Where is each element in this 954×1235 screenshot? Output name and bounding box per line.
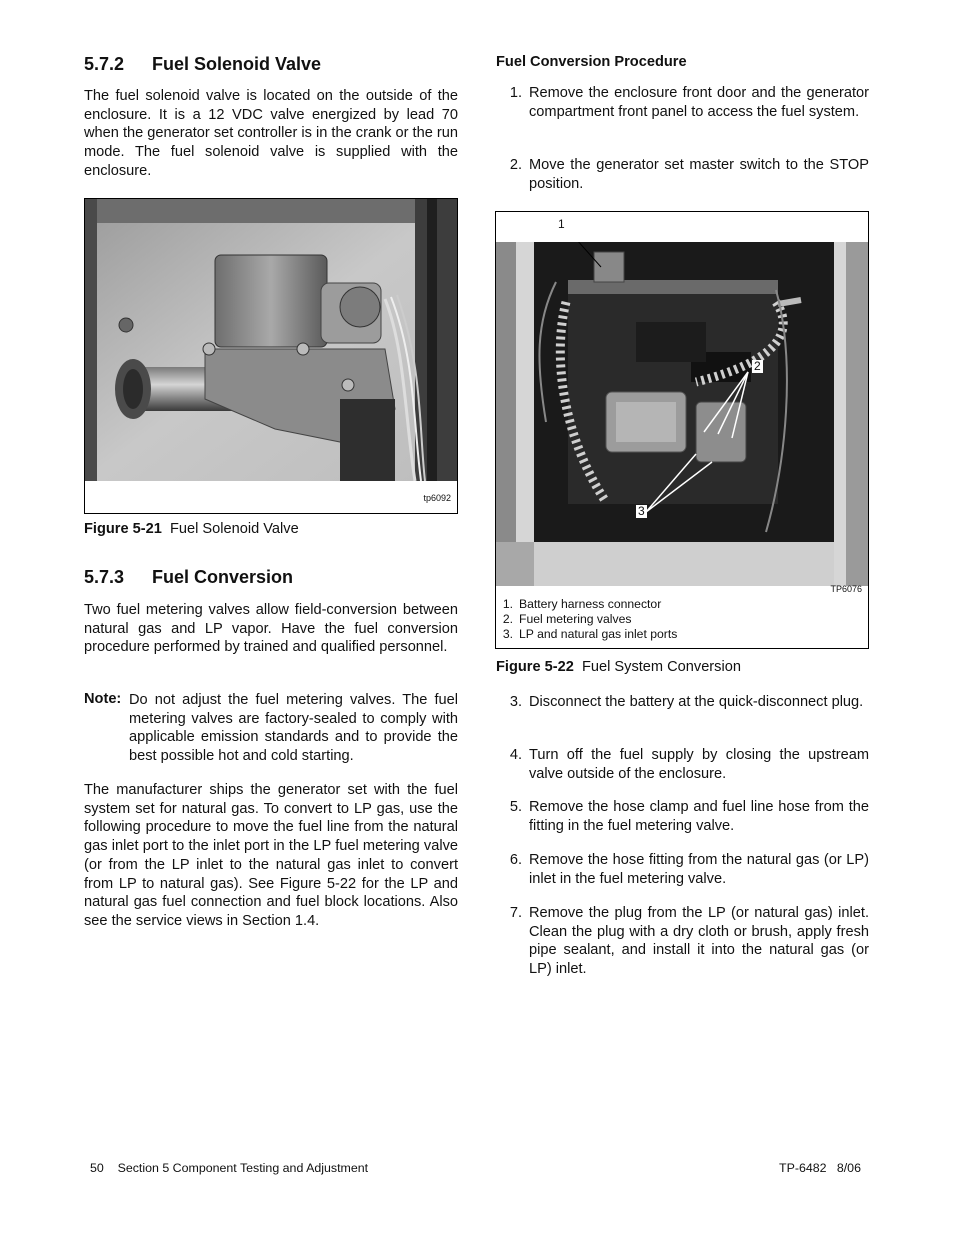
step-text: Remove the hose clamp and fuel line hose from the fitting in the fuel metering valve.: [529, 799, 869, 834]
fuel-solenoid-valve-photo: [85, 199, 457, 481]
callout-2: 2: [754, 359, 761, 373]
procedure-title: Fuel Conversion Procedure: [496, 54, 687, 70]
figure-title: Fuel Solenoid Valve: [169, 521, 299, 537]
figure-5-21-caption: [84, 521, 299, 537]
legend-text: LP and natural gas inlet ports: [519, 627, 678, 641]
step-text: Remove the enclosure front door and the generator compartment front panel to access the fuel system.: [529, 85, 869, 120]
legend-item-2: [497, 612, 631, 626]
step-number: 2.: [509, 157, 522, 173]
step-number: 5.: [509, 799, 522, 815]
section-heading-fuel-solenoid-valve: [84, 54, 321, 75]
fuel-conversion-paragraph: Two fuel metering valves allow field-conversion between natural gas and LP vapor. Have the fuel conversion procedure performed by trained and qualified personnel.: [84, 602, 458, 656]
step-number: 6.: [509, 852, 522, 868]
legend-number: 1.: [502, 597, 513, 611]
photo-tag-tp6076: TP6076: [830, 584, 862, 594]
note-label: Note:: [84, 691, 122, 707]
step-6: [496, 851, 870, 889]
figure-5-22-caption: [496, 659, 741, 675]
step-5: [496, 798, 870, 836]
step-2: [496, 156, 870, 194]
footer-doc-id: TP-6482 8/06: [779, 1161, 861, 1175]
photo-tag-tp6092: tp6092: [423, 493, 451, 503]
legend-number: 2.: [502, 612, 513, 626]
step-7: [496, 904, 870, 980]
figure-5-22-frame: [495, 211, 869, 649]
legend-number: 3.: [502, 627, 513, 641]
legend-text: Battery harness connector: [519, 597, 662, 611]
note-text: Do not adjust the fuel metering valves. The fuel metering valves are factory-sealed to comply with applicable emission standards and to provide the best possible hot and cold starting.: [129, 692, 458, 765]
section-title: Fuel Conversion: [152, 567, 294, 587]
section-heading-fuel-conversion: [84, 567, 293, 588]
step-text: Disconnect the battery at the quick-disconnect plug.: [529, 694, 864, 710]
step-3: [496, 693, 870, 731]
step-number: 7.: [509, 905, 522, 921]
step-number: 1.: [509, 85, 522, 101]
section-title: Fuel Solenoid Valve: [152, 54, 322, 74]
section-number: 5.7.3: [84, 567, 125, 587]
step-text: Remove the plug from the LP (or natural gas) inlet. Clean the plug with a dry cloth or brush, apply fresh pipe sealant, and install it into the natural gas (or LP) inlet.: [529, 905, 869, 978]
page-number: 50: [90, 1161, 104, 1175]
step-number: 3.: [509, 694, 522, 710]
figure-label: Figure 5-22: [496, 659, 574, 675]
legend-item-3: [497, 627, 677, 641]
step-4: [496, 746, 870, 784]
figure-label: Figure 5-21: [84, 521, 162, 537]
footer-left: [90, 1161, 368, 1175]
step-text: Remove the hose fitting from the natural gas (or LP) inlet in the fuel metering valve.: [529, 852, 869, 887]
step-1: [496, 84, 870, 140]
step-text: Move the generator set master switch to the STOP position.: [529, 157, 869, 192]
fuel-solenoid-paragraph: The fuel solenoid valve is located on the outside of the enclosure. It is a 12 VDC valve energized by lead 70 when the generator set controller is in the crank or the run mode. The fuel solenoid valve is supplied with the enclosure.: [84, 88, 458, 179]
figure-5-21-frame: [84, 198, 458, 514]
step-number: 4.: [509, 747, 522, 763]
callout-1: 1: [558, 217, 565, 231]
step-text: Turn off the fuel supply by closing the upstream valve outside of the enclosure.: [529, 747, 869, 782]
section-number: 5.7.2: [84, 54, 125, 74]
figure-title: Fuel System Conversion: [581, 659, 741, 675]
manufacturer-paragraph: The manufacturer ships the generator set with the fuel system set for natural gas. To convert to LP gas, use the following procedure to move the fuel line from the natural gas inlet port to the inlet port in the LP fuel metering valve (or from the LP inlet to the natural gas inlet to convert from LP to natural gas). See Figure 5-22 for the LP and natural gas fuel connection and fuel block locations. Also see the service views in Section 1.4.: [84, 782, 458, 929]
fuel-system-photo: [496, 242, 868, 594]
callout-3: 3: [638, 504, 645, 518]
legend-text: Fuel metering valves: [519, 612, 632, 626]
legend-item-1: [497, 597, 661, 611]
footer-section: Section 5 Component Testing and Adjustment: [117, 1161, 369, 1175]
